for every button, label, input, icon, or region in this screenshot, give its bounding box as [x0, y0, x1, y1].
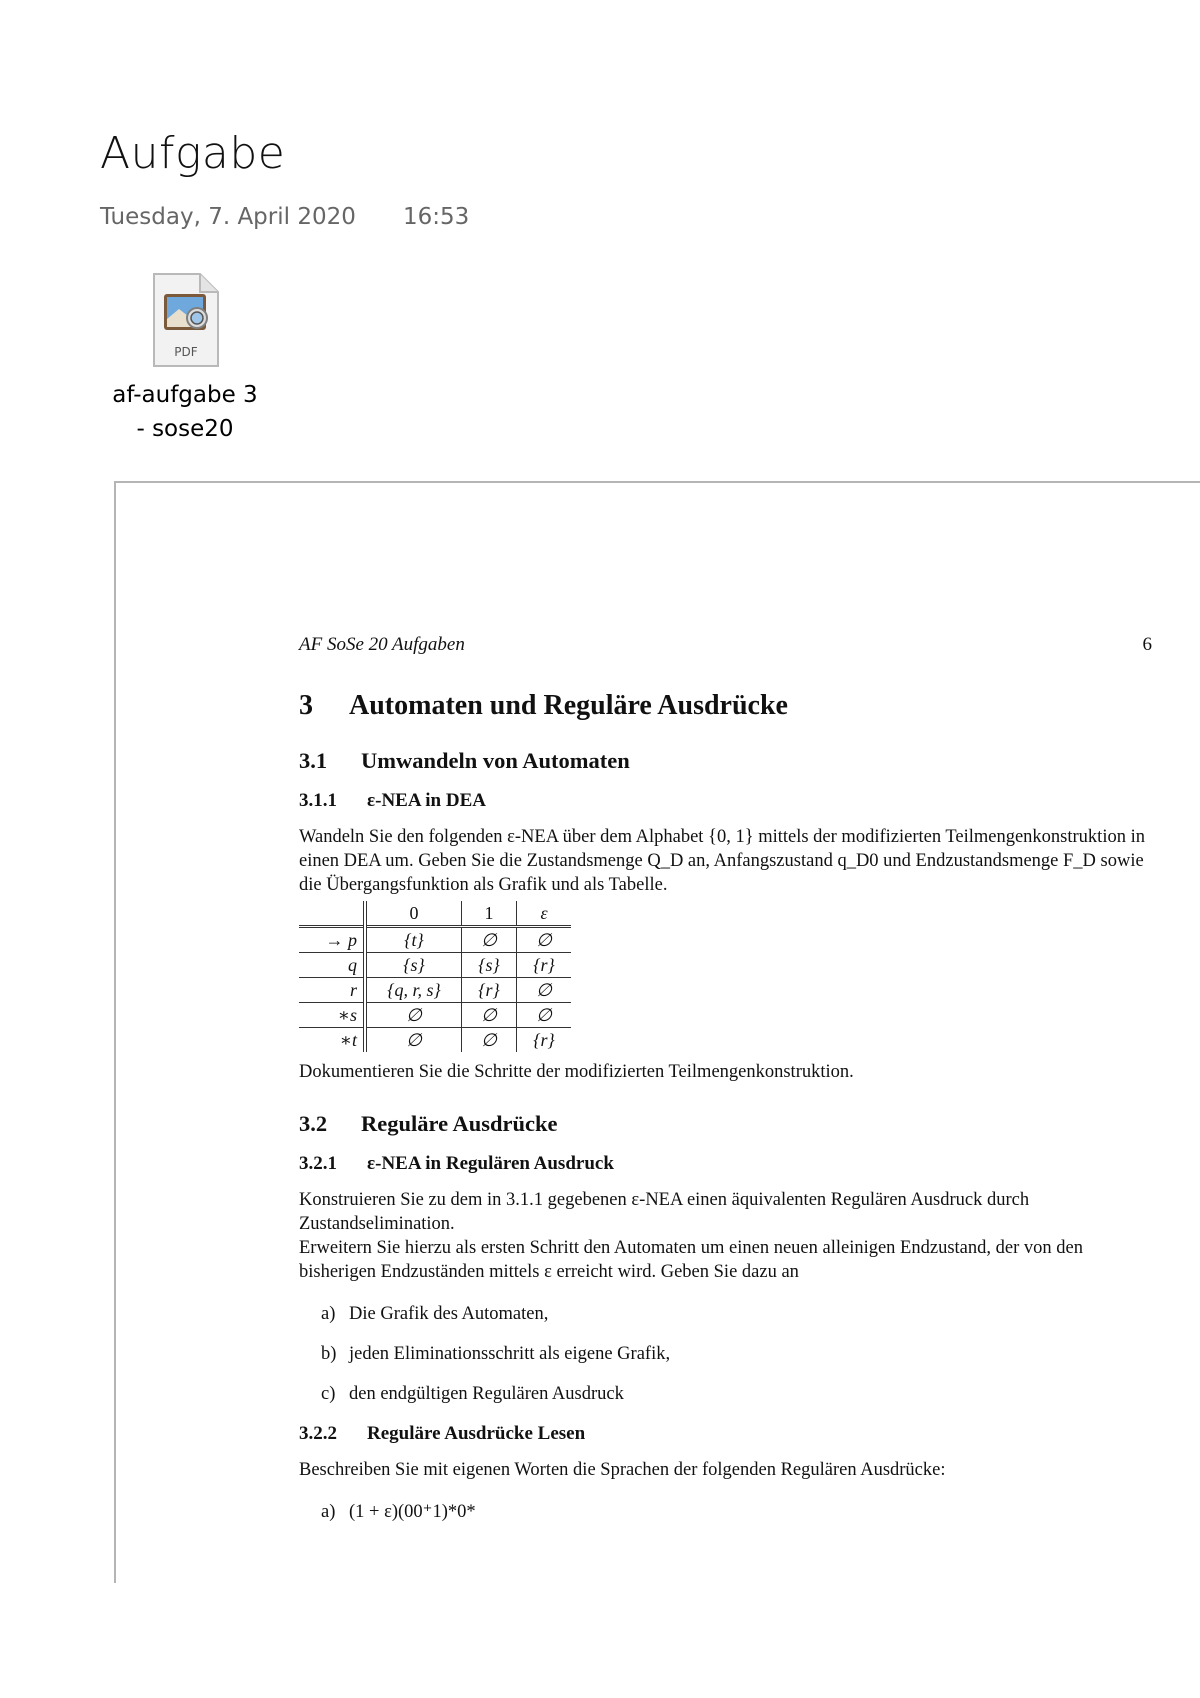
table-header-row	[299, 901, 571, 927]
list-item-label: b)	[321, 1344, 337, 1364]
subsubsection-number: 3.1.1	[299, 790, 337, 811]
list-item	[321, 1500, 1152, 1524]
table-cell: ∅	[517, 1003, 572, 1028]
table-cell: ∅	[462, 927, 517, 953]
pdf-page-preview[interactable]	[114, 481, 1200, 1583]
table-cell: ∅	[462, 1003, 517, 1028]
table-row	[299, 953, 571, 978]
table-cell: → p	[299, 927, 365, 953]
table-cell: ∗s	[299, 1003, 365, 1028]
section-title: Automaten und Reguläre Ausdrücke	[349, 690, 788, 721]
table-cell: {r}	[462, 978, 517, 1003]
task-description: Erweitern Sie hierzu als ersten Schritt den Automaten um einen neuen alleinigen Endzustand, der von den bisherigen Endzuständen mittels ε erreicht wird. Geben Sie dazu an	[299, 1238, 1083, 1282]
list-item-label: a)	[321, 1304, 336, 1324]
table-cell: ∅	[365, 1028, 462, 1053]
list-item-label: c)	[321, 1384, 336, 1404]
regex-list	[299, 1500, 1152, 1524]
table-cell: {r}	[533, 1030, 555, 1050]
attachment-name-line2: - sose20	[136, 416, 234, 442]
subsubsection-number: 3.2.2	[299, 1423, 337, 1444]
table-cell: ∅	[517, 927, 572, 953]
table-cell: ∅	[517, 978, 572, 1003]
subsection-heading	[299, 1110, 1152, 1138]
subsection-number: 3.2	[299, 1111, 328, 1136]
transition-table	[299, 901, 571, 1052]
table-cell: ∅	[365, 1003, 462, 1028]
table-row	[299, 1028, 571, 1053]
subsubsection-title: ε-NEA in DEA	[367, 790, 486, 811]
list-item-text: (1 + ε)(00⁺1)*0*	[349, 1502, 476, 1522]
pdf-file-icon[interactable]	[150, 272, 220, 370]
task-description: Wandeln Sie den folgenden ε-NEA über dem Alphabet {0, 1} mittels der modifizierten Teilmengenkonstruktion in einen DEA um. Geben Sie die Zustandsmenge Q_D an, Anfangszustand q_D0 und Endzustandsmenge F_D sowie die Übergangsfunktion als Grafik und als Tabelle.	[299, 827, 1145, 895]
page-title: Aufgabe	[100, 128, 286, 179]
table-row	[299, 978, 571, 1003]
subsection-title: Umwandeln von Automaten	[361, 748, 630, 773]
list-item-label: a)	[321, 1502, 336, 1522]
section-heading	[299, 689, 1152, 723]
note-time: 16:53	[403, 204, 470, 230]
table-row	[299, 1003, 571, 1028]
list-item	[321, 1302, 1152, 1326]
task-description: Konstruieren Sie zu dem in 3.1.1 gegebenen ε-NEA einen äquivalenten Regulären Ausdruck durch Zustandselimination.	[299, 1190, 1030, 1234]
table-cell: {q, r, s}	[365, 978, 462, 1003]
table-header-cell	[299, 901, 365, 927]
table-cell: r	[299, 978, 365, 1003]
list-item-text: Die Grafik des Automaten,	[349, 1304, 549, 1324]
table-cell: {t}	[365, 927, 462, 953]
pdf-badge-label: PDF	[174, 345, 198, 359]
subsubsection-number: 3.2.1	[299, 1153, 337, 1174]
task-followup: Dokumentieren Sie die Schritte der modifizierten Teilmengenkonstruktion.	[299, 1062, 854, 1082]
table-row	[299, 927, 571, 953]
subsection-title: Reguläre Ausdrücke	[361, 1111, 558, 1136]
table-cell: ∅	[462, 1028, 517, 1053]
pdf-running-head	[299, 633, 1152, 657]
pdf-attachment[interactable]	[100, 272, 270, 446]
note-date: Tuesday, 7. April 2020	[100, 204, 356, 230]
subsubsection-title: ε-NEA in Regulären Ausdruck	[367, 1153, 614, 1174]
table-cell: {r}	[517, 953, 572, 978]
table-header-cell: 1	[462, 901, 517, 927]
subsubsection-heading	[299, 1422, 1152, 1446]
running-head-title: AF SoSe 20 Aufgaben	[299, 634, 465, 655]
list-item-text: den endgültigen Regulären Ausdruck	[349, 1384, 624, 1404]
table-header-cell: ε	[517, 901, 572, 927]
pdf-page-number: 6	[1142, 634, 1152, 655]
pdf-content	[299, 633, 1152, 1524]
table-cell: q	[299, 953, 365, 978]
subsection-heading	[299, 747, 1152, 775]
subsection-number: 3.1	[299, 748, 328, 773]
subsubsection-heading	[299, 789, 1152, 813]
task-description: Beschreiben Sie mit eigenen Worten die Sprachen der folgenden Regulären Ausdrücke:	[299, 1460, 946, 1480]
table-cell: {s}	[365, 953, 462, 978]
task-list	[299, 1302, 1152, 1406]
section-number: 3	[299, 690, 313, 721]
attachment-name-line1: af-aufgabe 3	[112, 382, 258, 408]
attachment-name[interactable]	[100, 378, 270, 446]
list-item	[321, 1382, 1152, 1406]
subsubsection-heading	[299, 1152, 1152, 1176]
subsubsection-title: Reguläre Ausdrücke Lesen	[367, 1423, 586, 1444]
list-item-text: jeden Eliminationsschritt als eigene Grafik,	[349, 1344, 671, 1364]
table-cell: {s}	[462, 953, 517, 978]
table-cell: ∗t	[299, 1028, 365, 1053]
list-item	[321, 1342, 1152, 1366]
table-header-cell: 0	[365, 901, 462, 927]
